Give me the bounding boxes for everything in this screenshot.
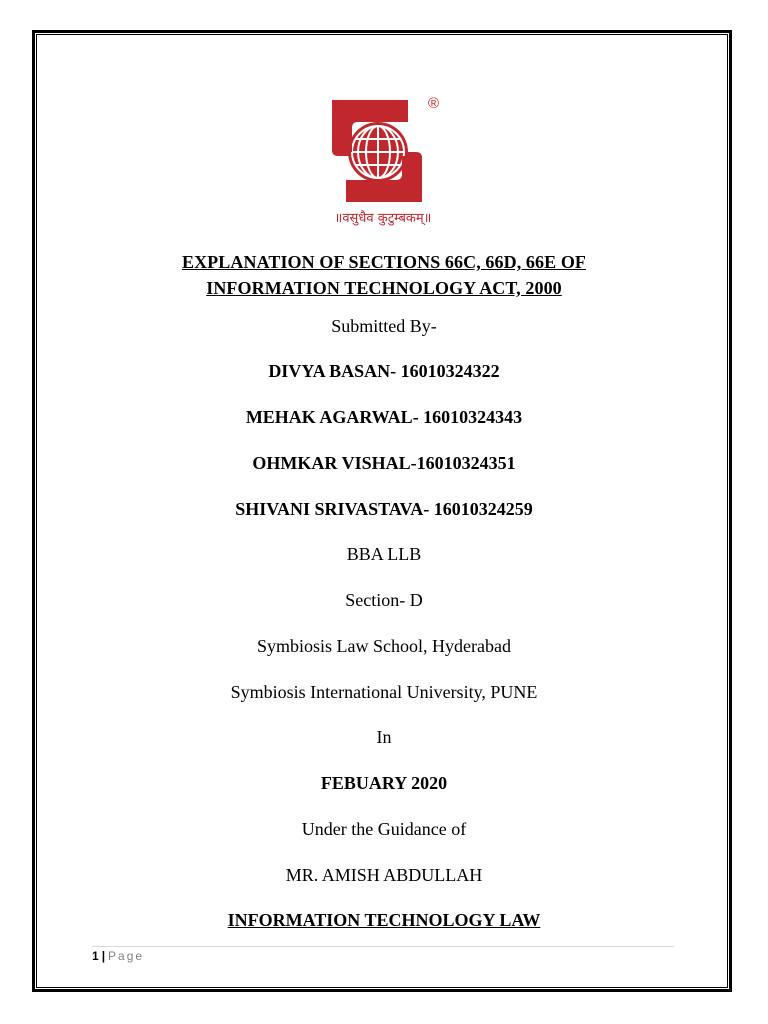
subject-title: INFORMATION TECHNOLOGY LAW xyxy=(227,910,541,930)
in-label: In xyxy=(376,727,392,747)
footer-divider xyxy=(92,946,674,947)
logo-motto: ॥वसुधैव कुटुम्बकम्॥ xyxy=(334,211,432,226)
submission-date: FEBUARY 2020 xyxy=(320,773,448,793)
student-name: OHMKAR VISHAL-16010324351 xyxy=(252,453,516,473)
document-title-line-2: INFORMATION TECHNOLOGY ACT, 2000 xyxy=(206,278,562,298)
page-footer xyxy=(92,949,144,963)
section-label: Section- D xyxy=(345,590,423,610)
guide-name: MR. AMISH ABDULLAH xyxy=(285,865,483,885)
registered-mark: ® xyxy=(428,95,440,112)
submitted-by-label: Submitted By- xyxy=(331,316,437,336)
student-name: SHIVANI SRIVASTAVA- 16010324259 xyxy=(235,499,533,519)
page-label: Page xyxy=(108,949,145,963)
student-name: MEHAK AGARWAL- 16010324343 xyxy=(245,407,523,427)
document-title-line-1: EXPLANATION OF SECTIONS 66C, 66D, 66E OF xyxy=(181,252,587,272)
footer-separator: | xyxy=(101,949,106,963)
guidance-label: Under the Guidance of xyxy=(301,819,467,839)
page-number: 1 xyxy=(92,949,99,963)
student-name: DIVYA BASAN- 16010324322 xyxy=(268,361,500,381)
school-name: Symbiosis Law School, Hyderabad xyxy=(257,636,511,656)
program-label: BBA LLB xyxy=(346,544,422,564)
symbiosis-logo xyxy=(318,92,448,230)
university-name: Symbiosis International University, PUNE xyxy=(230,682,538,702)
